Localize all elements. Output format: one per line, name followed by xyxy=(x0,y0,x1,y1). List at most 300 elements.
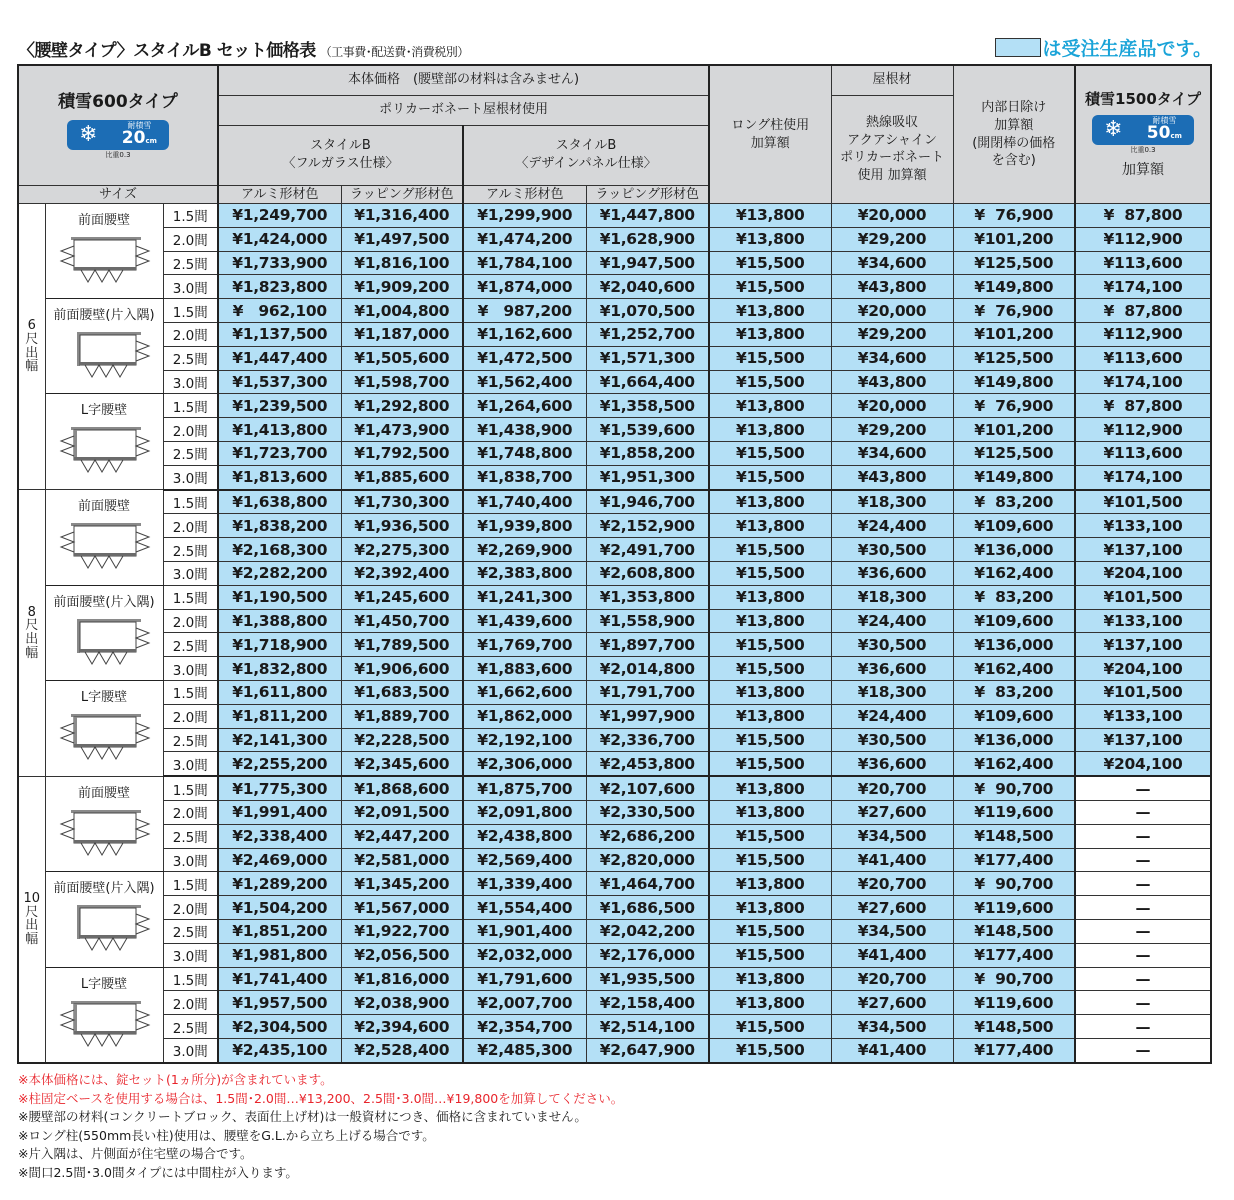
price-cell: ¥2,330,500 xyxy=(586,800,709,824)
size-cell: 2.0間 xyxy=(163,704,218,728)
price-cell: ¥1,474,200 xyxy=(463,227,586,251)
price-cell: ¥1,438,900 xyxy=(463,418,586,442)
heat-absorb-line4: 使用 加算額 xyxy=(857,167,927,183)
price-cell: ¥41,400 xyxy=(831,943,953,967)
price-cell: ¥2,228,500 xyxy=(341,728,463,752)
price-cell: ¥2,032,000 xyxy=(463,943,586,967)
size-cell: 2.0間 xyxy=(163,991,218,1015)
price-cell: ¥2,354,700 xyxy=(463,1015,586,1039)
price-cell: ¥1,358,500 xyxy=(586,394,709,418)
price-cell: ¥1,946,700 xyxy=(586,490,709,514)
price-cell: ¥29,200 xyxy=(831,418,953,442)
price-cell: ¥15,500 xyxy=(709,442,831,466)
style-design-panel-line2: 〈デザインパネル仕様〉 xyxy=(515,156,657,171)
table-row xyxy=(18,538,1211,562)
price-cell: — xyxy=(1075,943,1211,967)
price-cell: ¥2,338,400 xyxy=(218,824,341,848)
wall-type-cell xyxy=(45,585,163,680)
price-cell: ¥13,800 xyxy=(709,776,831,800)
price-cell: ¥1,832,800 xyxy=(218,657,341,681)
table-row xyxy=(18,370,1211,394)
table-row xyxy=(18,609,1211,633)
region-char: 10 xyxy=(23,890,41,906)
size-cell: 1.5間 xyxy=(163,585,218,609)
legend-swatch xyxy=(995,38,1041,57)
price-cell: ¥101,500 xyxy=(1075,490,1211,514)
long-pillar-line2: 加算額 xyxy=(750,135,790,151)
region-char: 出 xyxy=(25,631,39,647)
price-cell: ¥34,500 xyxy=(831,824,953,848)
price-cell: ¥2,581,000 xyxy=(341,848,463,872)
price-cell: ¥36,600 xyxy=(831,752,953,776)
region-char: 幅 xyxy=(25,931,39,947)
region-char: 出 xyxy=(25,918,39,934)
price-cell: ¥1,741,400 xyxy=(218,967,341,991)
price-cell: ¥1,464,700 xyxy=(586,872,709,896)
price-cell: ¥2,255,200 xyxy=(218,752,341,776)
price-cell: ¥15,500 xyxy=(709,251,831,275)
price-cell: ¥13,800 xyxy=(709,227,831,251)
price-cell: ¥162,400 xyxy=(953,752,1075,776)
price-cell: ¥1,562,400 xyxy=(463,370,586,394)
price-cell: ¥1,823,800 xyxy=(218,275,341,299)
price-cell: ¥1,851,200 xyxy=(218,919,341,943)
price-cell: ¥ 76,900 xyxy=(953,299,1075,323)
price-cell: ¥177,400 xyxy=(953,848,1075,872)
price-cell: ¥2,304,500 xyxy=(218,1015,341,1039)
price-cell: ¥20,700 xyxy=(831,872,953,896)
price-cell: ¥101,500 xyxy=(1075,585,1211,609)
price-cell: ¥1,611,800 xyxy=(218,680,341,704)
price-cell: ¥112,900 xyxy=(1075,418,1211,442)
price-cell: ¥136,000 xyxy=(953,728,1075,752)
price-cell: ¥1,791,600 xyxy=(463,967,586,991)
wall-type-label: 前面腰壁(片入隅) xyxy=(53,594,155,610)
table-row xyxy=(18,824,1211,848)
price-cell: ¥2,282,200 xyxy=(218,562,341,586)
price-cell: ¥1,723,700 xyxy=(218,442,341,466)
price-cell: ¥1,718,900 xyxy=(218,633,341,657)
price-cell: ¥2,435,100 xyxy=(218,1038,341,1062)
price-cell: ¥1,883,600 xyxy=(463,657,586,681)
region-char: 幅 xyxy=(25,359,39,375)
polycarbonate-header: ポリカーボネート屋根材使用 xyxy=(218,95,709,125)
size-cell: 2.0間 xyxy=(163,418,218,442)
price-cell: ¥1,997,900 xyxy=(586,704,709,728)
price-cell: ¥1,816,000 xyxy=(341,967,463,991)
price-table-body xyxy=(18,204,1211,1063)
price-cell: ¥29,200 xyxy=(831,227,953,251)
price-cell: ¥162,400 xyxy=(953,657,1075,681)
region-label xyxy=(18,490,45,777)
size-cell: 1.5間 xyxy=(163,204,218,228)
wall-type-label: L字腰壁 xyxy=(80,976,128,992)
price-cell: ¥2,394,600 xyxy=(341,1015,463,1039)
price-cell: ¥119,600 xyxy=(953,991,1075,1015)
price-cell: ¥15,500 xyxy=(709,346,831,370)
legend-text: は受注生産品です。 xyxy=(1042,38,1212,60)
table-row xyxy=(18,943,1211,967)
price-cell: ¥2,447,200 xyxy=(341,824,463,848)
made-to-order-legend xyxy=(995,34,1212,61)
price-cell: ¥1,292,800 xyxy=(341,394,463,418)
table-row xyxy=(18,848,1211,872)
price-cell: ¥1,897,700 xyxy=(586,633,709,657)
price-cell: ¥13,800 xyxy=(709,800,831,824)
size-cell: 2.5間 xyxy=(163,346,218,370)
price-cell: ¥113,600 xyxy=(1075,251,1211,275)
table-row xyxy=(18,418,1211,442)
front-wall-diagram-icon xyxy=(57,807,151,859)
price-cell: ¥109,600 xyxy=(953,704,1075,728)
region-char: 8 xyxy=(27,604,36,620)
price-cell: ¥13,800 xyxy=(709,490,831,514)
price-cell: — xyxy=(1075,872,1211,896)
price-cell: ¥2,042,200 xyxy=(586,919,709,943)
price-cell: ¥133,100 xyxy=(1075,514,1211,538)
table-row xyxy=(18,896,1211,920)
body-price-header: 本体価格 (腰壁部の材料は含みません) xyxy=(218,65,709,95)
wrapping-header-1: ラッピング形材色 xyxy=(341,185,463,204)
price-cell: ¥15,500 xyxy=(709,752,831,776)
region-char: 尺 xyxy=(25,618,39,634)
price-cell: ¥29,200 xyxy=(831,323,953,347)
price-cell: ¥13,800 xyxy=(709,394,831,418)
heat-absorb-header xyxy=(831,95,953,204)
price-cell: ¥1,811,200 xyxy=(218,704,341,728)
size-cell: 2.0間 xyxy=(163,323,218,347)
badge-ratio: 比重0.3 xyxy=(105,150,131,159)
alumi-header-1: アルミ形材色 xyxy=(218,185,341,204)
price-cell: ¥204,100 xyxy=(1075,657,1211,681)
price-cell: ¥13,800 xyxy=(709,204,831,228)
size-cell: 3.0間 xyxy=(163,370,218,394)
badge-value: 50 xyxy=(1146,123,1171,144)
price-cell: ¥20,000 xyxy=(831,394,953,418)
price-cell: ¥2,345,600 xyxy=(341,752,463,776)
size-cell: 2.5間 xyxy=(163,442,218,466)
size-cell: 3.0間 xyxy=(163,848,218,872)
price-cell: ¥1,558,900 xyxy=(586,609,709,633)
table-row xyxy=(18,967,1211,991)
wrapping-header-2: ラッピング形材色 xyxy=(586,185,709,204)
price-cell: ¥2,647,900 xyxy=(586,1038,709,1062)
price-cell: ¥15,500 xyxy=(709,943,831,967)
style-design-panel-line1: スタイルB xyxy=(555,138,617,154)
wall-type-label: 前面腰壁 xyxy=(77,785,130,801)
table-row xyxy=(18,465,1211,489)
price-cell: ¥133,100 xyxy=(1075,704,1211,728)
table-row xyxy=(18,251,1211,275)
price-cell: ¥1,991,400 xyxy=(218,800,341,824)
price-cell: ¥1,339,400 xyxy=(463,872,586,896)
price-cell: ¥13,800 xyxy=(709,418,831,442)
price-cell: ¥1,447,400 xyxy=(218,346,341,370)
price-cell: ¥15,500 xyxy=(709,1038,831,1062)
wall-type-label: 前面腰壁 xyxy=(77,213,130,229)
price-cell: ¥15,500 xyxy=(709,657,831,681)
price-cell: ¥2,056,500 xyxy=(341,943,463,967)
price-cell: ¥1,447,800 xyxy=(586,204,709,228)
price-cell: ¥136,000 xyxy=(953,538,1075,562)
price-cell: ¥1,664,400 xyxy=(586,370,709,394)
region-label xyxy=(18,204,45,490)
table-row xyxy=(18,394,1211,418)
size-cell: 2.0間 xyxy=(163,514,218,538)
table-row xyxy=(18,562,1211,586)
wall-type-label: 前面腰壁(片入隅) xyxy=(53,881,155,897)
price-cell: ¥1,554,400 xyxy=(463,896,586,920)
price-cell: ¥1,951,300 xyxy=(586,465,709,489)
snow1500-sub: 加算額 xyxy=(1122,162,1165,179)
price-cell: ¥2,107,600 xyxy=(586,776,709,800)
roof-material-header: 屋根材 xyxy=(831,65,953,95)
price-cell: ¥1,245,600 xyxy=(341,585,463,609)
price-cell: ¥2,168,300 xyxy=(218,538,341,562)
price-cell: ¥1,537,300 xyxy=(218,370,341,394)
price-cell: ¥137,100 xyxy=(1075,633,1211,657)
size-cell: 2.5間 xyxy=(163,538,218,562)
table-row xyxy=(18,872,1211,896)
price-cell: ¥1,935,500 xyxy=(586,967,709,991)
price-cell: ¥43,800 xyxy=(831,370,953,394)
price-cell: ¥2,091,500 xyxy=(341,800,463,824)
price-cell: ¥101,200 xyxy=(953,323,1075,347)
price-cell: ¥2,514,100 xyxy=(586,1015,709,1039)
price-cell: ¥2,275,300 xyxy=(341,538,463,562)
snow600-header xyxy=(18,65,218,185)
price-cell: ¥1,504,200 xyxy=(218,896,341,920)
size-cell: 1.5間 xyxy=(163,967,218,991)
l-shape-wall-diagram-icon xyxy=(57,998,151,1050)
long-pillar-line1: ロング柱使用 xyxy=(731,117,810,133)
price-cell: ¥1,353,800 xyxy=(586,585,709,609)
price-cell: ¥1,947,500 xyxy=(586,251,709,275)
price-cell: ¥13,800 xyxy=(709,896,831,920)
price-cell: ¥1,775,300 xyxy=(218,776,341,800)
price-cell: ¥1,571,300 xyxy=(586,346,709,370)
price-cell: ¥1,936,500 xyxy=(341,514,463,538)
size-cell: 3.0間 xyxy=(163,465,218,489)
wall-type-cell xyxy=(45,299,163,394)
wall-type-label: 前面腰壁 xyxy=(77,499,130,515)
heat-absorb-line2: アクアシャイン xyxy=(847,132,937,148)
price-cell: ¥2,469,000 xyxy=(218,848,341,872)
footnotes xyxy=(18,1071,623,1182)
price-cell: ¥1,838,200 xyxy=(218,514,341,538)
size-cell: 2.5間 xyxy=(163,633,218,657)
front-wall-diagram-icon xyxy=(57,520,151,572)
price-cell: — xyxy=(1075,800,1211,824)
price-cell: ¥2,152,900 xyxy=(586,514,709,538)
price-cell: ¥1,662,600 xyxy=(463,680,586,704)
snow600-label: 積雪600タイプ xyxy=(58,91,178,112)
price-cell: ¥1,598,700 xyxy=(341,370,463,394)
price-cell: ¥1,889,700 xyxy=(341,704,463,728)
price-cell: ¥137,100 xyxy=(1075,538,1211,562)
price-cell: ¥1,740,400 xyxy=(463,490,586,514)
snowflake-icon: ❄ xyxy=(1104,116,1123,142)
price-cell: ¥204,100 xyxy=(1075,562,1211,586)
price-cell: ¥13,800 xyxy=(709,323,831,347)
price-cell: ¥41,400 xyxy=(831,1038,953,1062)
price-cell: ¥1,957,500 xyxy=(218,991,341,1015)
price-cell: ¥112,900 xyxy=(1075,323,1211,347)
price-cell: ¥2,040,600 xyxy=(586,275,709,299)
price-cell: ¥ 83,200 xyxy=(953,680,1075,704)
badge-top-text: 耐積雪 xyxy=(127,121,152,130)
price-cell: ¥ 76,900 xyxy=(953,394,1075,418)
wall-type-cell xyxy=(45,394,163,490)
l-shape-wall-diagram-icon xyxy=(57,711,151,763)
price-cell: ¥13,800 xyxy=(709,609,831,633)
table-row xyxy=(18,800,1211,824)
table-row xyxy=(18,227,1211,251)
price-cell: ¥13,800 xyxy=(709,872,831,896)
price-cell: ¥1,862,000 xyxy=(463,704,586,728)
price-cell: ¥113,600 xyxy=(1075,346,1211,370)
inner-shade-header xyxy=(953,65,1075,204)
size-cell: 2.0間 xyxy=(163,800,218,824)
price-cell: ¥1,838,700 xyxy=(463,465,586,489)
table-row xyxy=(18,704,1211,728)
price-cell: ¥1,901,400 xyxy=(463,919,586,943)
price-cell: ¥20,700 xyxy=(831,967,953,991)
price-cell: ¥36,600 xyxy=(831,562,953,586)
price-cell: ¥18,300 xyxy=(831,490,953,514)
price-cell: ¥ 90,700 xyxy=(953,872,1075,896)
price-cell: — xyxy=(1075,919,1211,943)
price-cell: ¥112,900 xyxy=(1075,227,1211,251)
alumi-header-2: アルミ形材色 xyxy=(463,185,586,204)
price-cell: ¥2,038,900 xyxy=(341,991,463,1015)
price-cell: ¥2,269,900 xyxy=(463,538,586,562)
price-cell: ¥43,800 xyxy=(831,275,953,299)
size-cell: 3.0間 xyxy=(163,752,218,776)
price-cell: ¥1,162,600 xyxy=(463,323,586,347)
price-cell: ¥1,748,800 xyxy=(463,442,586,466)
price-cell: ¥101,500 xyxy=(1075,680,1211,704)
table-row xyxy=(18,728,1211,752)
price-cell: — xyxy=(1075,991,1211,1015)
price-cell: ¥125,500 xyxy=(953,346,1075,370)
size-cell: 2.0間 xyxy=(163,896,218,920)
price-cell: ¥2,176,000 xyxy=(586,943,709,967)
price-cell: ¥1,450,700 xyxy=(341,609,463,633)
table-row xyxy=(18,776,1211,800)
price-cell: ¥34,600 xyxy=(831,442,953,466)
price-cell: ¥2,453,800 xyxy=(586,752,709,776)
size-cell: 1.5間 xyxy=(163,394,218,418)
price-cell: ¥174,100 xyxy=(1075,465,1211,489)
price-cell: ¥1,816,100 xyxy=(341,251,463,275)
price-cell: ¥162,400 xyxy=(953,562,1075,586)
price-cell: — xyxy=(1075,896,1211,920)
price-cell: ¥148,500 xyxy=(953,919,1075,943)
footnote: ※柱固定ベースを使用する場合は、1.5間･2.0間…¥13,200、2.5間･3.0間…¥19,800を加算してください。 xyxy=(18,1090,624,1106)
snow1500-label: 積雪1500タイプ xyxy=(1085,89,1202,108)
price-cell: ¥1,473,900 xyxy=(341,418,463,442)
price-cell: ¥20,000 xyxy=(831,299,953,323)
inner-shade-line3: (開閉棒の価格 xyxy=(972,135,1056,151)
price-cell: ¥1,683,500 xyxy=(341,680,463,704)
price-table xyxy=(17,64,1212,1064)
price-cell: ¥1,730,300 xyxy=(341,490,463,514)
price-cell: ¥149,800 xyxy=(953,465,1075,489)
table-row xyxy=(18,204,1211,228)
price-cell: ¥13,800 xyxy=(709,514,831,538)
price-cell: ¥2,306,000 xyxy=(463,752,586,776)
region-char: 出 xyxy=(25,345,39,361)
price-cell: ¥1,004,800 xyxy=(341,299,463,323)
price-cell: ¥15,500 xyxy=(709,1015,831,1039)
badge-unit: cm xyxy=(1170,132,1182,141)
price-cell: ¥18,300 xyxy=(831,680,953,704)
price-cell: ¥ 83,200 xyxy=(953,490,1075,514)
price-cell: ¥1,264,600 xyxy=(463,394,586,418)
price-cell: ¥ 962,100 xyxy=(218,299,341,323)
wall-type-cell xyxy=(45,490,163,586)
style-full-glass-line1: スタイルB xyxy=(310,138,371,154)
price-cell: ¥2,158,400 xyxy=(586,991,709,1015)
style-full-glass-header xyxy=(218,125,463,185)
table-row xyxy=(18,275,1211,299)
price-cell: — xyxy=(1075,1015,1211,1039)
footnote: ※ロング柱(550mm長い柱)使用は、腰壁をG.L.から立ち上げる場合です。 xyxy=(18,1127,435,1143)
price-cell: ¥149,800 xyxy=(953,275,1075,299)
table-row xyxy=(18,490,1211,514)
price-cell: ¥1,249,700 xyxy=(218,204,341,228)
price-cell: ¥13,800 xyxy=(709,704,831,728)
price-cell: ¥1,187,000 xyxy=(341,323,463,347)
price-cell: ¥ 90,700 xyxy=(953,776,1075,800)
price-cell: ¥1,252,700 xyxy=(586,323,709,347)
price-cell: ¥2,528,400 xyxy=(341,1038,463,1062)
price-cell: ¥15,500 xyxy=(709,824,831,848)
footnote: ※腰壁部の材料(コンクリートブロック、表面仕上げ材)は一般資材につき、価格に含まれていません。 xyxy=(18,1109,587,1124)
size-cell: 2.5間 xyxy=(163,824,218,848)
size-cell: 3.0間 xyxy=(163,657,218,681)
price-cell: ¥ 76,900 xyxy=(953,204,1075,228)
price-cell: ¥2,820,000 xyxy=(586,848,709,872)
corner-wall-diagram-icon xyxy=(57,329,151,381)
size-cell: 3.0間 xyxy=(163,275,218,299)
price-cell: ¥1,922,700 xyxy=(341,919,463,943)
price-cell: ¥ 987,200 xyxy=(463,299,586,323)
price-cell: ¥1,497,500 xyxy=(341,227,463,251)
size-cell: 3.0間 xyxy=(163,943,218,967)
size-cell: 3.0間 xyxy=(163,1038,218,1062)
price-cell: ¥1,875,700 xyxy=(463,776,586,800)
size-cell: 1.5間 xyxy=(163,299,218,323)
table-row xyxy=(18,991,1211,1015)
price-cell: ¥1,909,200 xyxy=(341,275,463,299)
size-cell: 2.0間 xyxy=(163,227,218,251)
price-cell: ¥34,600 xyxy=(831,346,953,370)
price-cell: ¥18,300 xyxy=(831,585,953,609)
size-cell: 1.5間 xyxy=(163,776,218,800)
footnote: ※本体価格には、錠セット(1ヵ所分)が含まれています。 xyxy=(18,1072,333,1087)
price-cell: ¥1,439,600 xyxy=(463,609,586,633)
size-cell: 1.5間 xyxy=(163,490,218,514)
price-cell: ¥1,137,500 xyxy=(218,323,341,347)
price-cell: ¥101,200 xyxy=(953,227,1075,251)
table-row xyxy=(18,657,1211,681)
price-cell: ¥1,472,500 xyxy=(463,346,586,370)
price-cell: ¥1,239,500 xyxy=(218,394,341,418)
price-cell: ¥119,600 xyxy=(953,800,1075,824)
table-row xyxy=(18,346,1211,370)
